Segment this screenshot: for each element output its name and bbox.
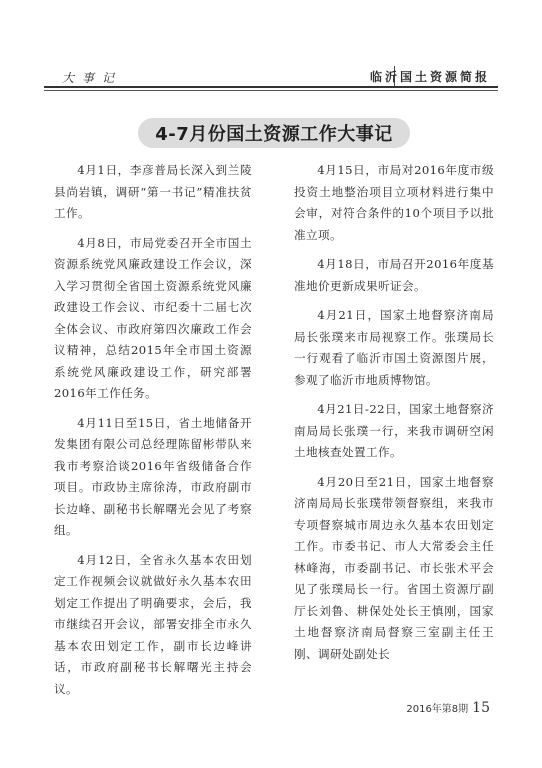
paragraph: 4月20日至21日，国家土地督察济南局局长张璞带领督察组，来我市专项督察城市周边永久基本农田划定工作。市委书记、市人大常委会主任林峰海，市委副书记、市长张术平会见了张璞局长一行。省国土资源厅副厅长刘鲁、耕保处处长王慎刚，国家土地督察济南局督察三室副主任王刚、调研处副处长 — [294, 474, 494, 661]
page-number: 15 — [472, 700, 490, 716]
paragraph: 4月15日，市局对2016年度市级投资土地整治项目立项材料进行集中会审，对符合条件的10个项目予以批准立项。 — [294, 163, 494, 242]
header-rule — [44, 86, 498, 88]
page-footer — [406, 700, 490, 716]
section-label: 大事记 — [62, 71, 123, 85]
article-title: 4-7月份国土资源工作大事记 — [138, 118, 410, 148]
page-header — [44, 66, 498, 86]
paragraph: 4月12日，全省永久基本农田划定工作视频会议就做好永久基本农田划定工作提出了明确要求，会后，我市继续召开会议，部署安排全市永久基本农田划定工作，副市长边峰讲话，市政府副秘书长解曙光主持会议。 — [54, 552, 252, 696]
paragraph: 4月18日，市局召开2016年度基准地价更新成果听证会。 — [294, 257, 494, 293]
header-rule-thin — [44, 90, 498, 91]
journal-name: 临沂国土资源简报 — [369, 70, 490, 84]
paragraph: 4月11日至15日，省土地储备开发集团有限公司总经理陈留彬带队来我市考察洽谈2016年省级储备合作项目。市政协主席徐涛，市政府副市长边峰、副秘书长解曙光会见了考察组。 — [54, 415, 252, 537]
paragraph: 4月1日，李彦普局长深入到兰陵县尚岩镇，调研“第一书记”精准扶贫工作。 — [54, 163, 252, 220]
right-column — [294, 160, 494, 673]
left-column — [54, 160, 252, 708]
paragraph: 4月21日-22日，国家土地督察济南局局长张璞一行，来我市调研空闲土地核查处置工作。 — [294, 402, 494, 459]
issue-label: 2016年第8期 — [406, 704, 469, 715]
paragraph: 4月21日，国家土地督察济南局局长张璞来市局视察工作。张璞局长一行观看了临沂市国土资源图片展，参观了临沂市地质博物馆。 — [294, 308, 494, 387]
paragraph: 4月8日，市局党委召开全市国土资源系统党风廉政建设工作会议，深入学习贯彻全省国土资源系统党风廉政建设工作会议、市纪委十二届七次全体会议、市政府第四次廉政工作会议精神，总结2015年全市国土资源系统党风廉政建设工作，研究部署2016年工作任务。 — [54, 235, 252, 400]
